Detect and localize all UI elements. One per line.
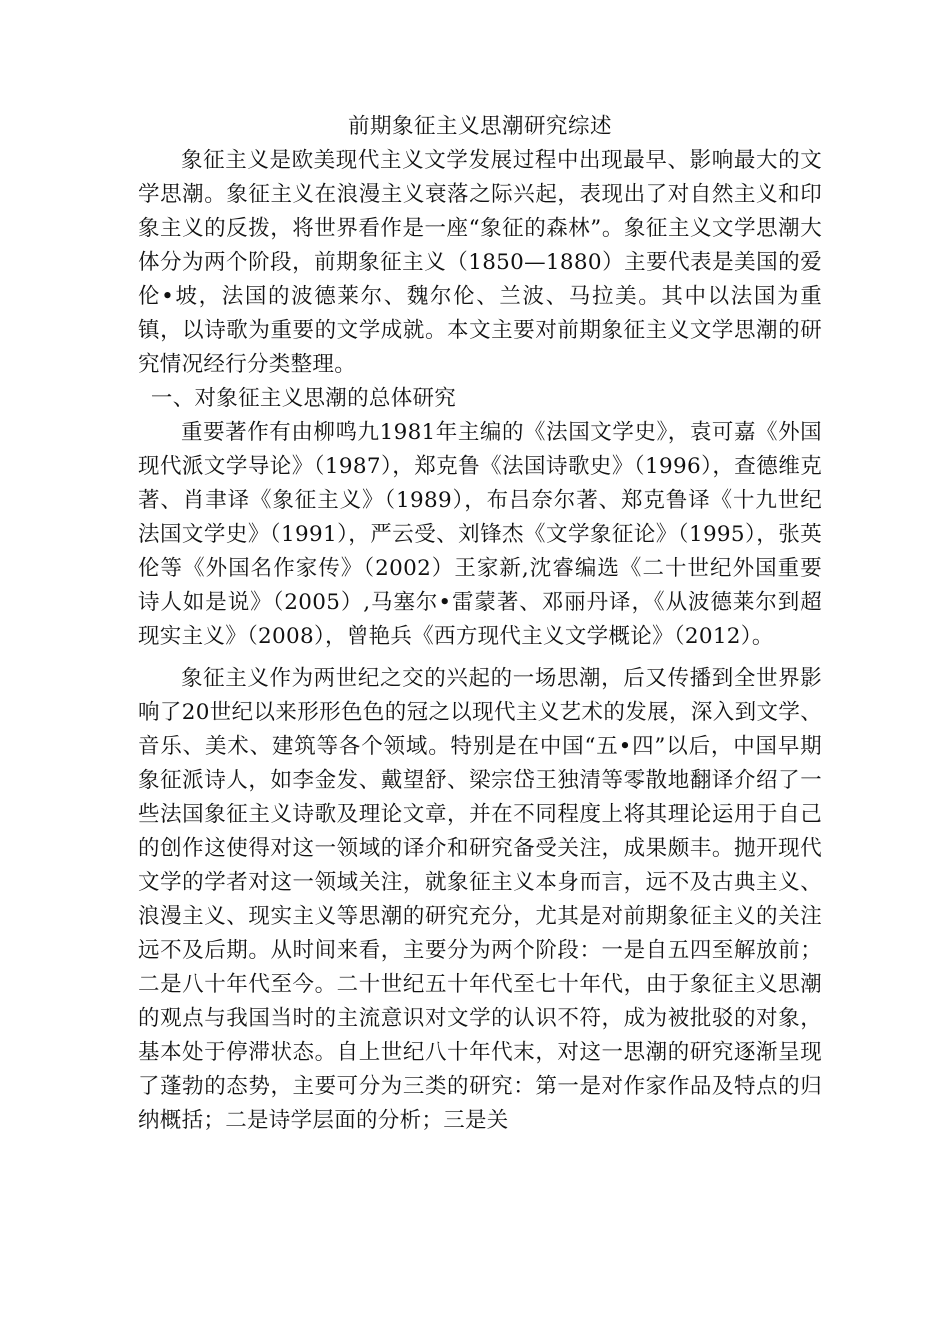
document-body xyxy=(138,110,822,1138)
intro-paragraph: 象征主义是欧美现代主义文学发展过程中出现最早、影响最大的文学思潮。象征主义在浪漫主义衰落之际兴起，表现出了对自然主义和印象主义的反拨，将世界看作是一座“象征的森林”。象征主义文学思潮大体分为两个阶段，前期象征主义（1850—1880）主要代表是美国的爱伦•坡，法国的波德莱尔、魏尔伦、兰波、马拉美。其中以法国为重镇，以诗歌为重要的文学成就。本文主要对前期象征主义文学思潮的研究情况经行分类整理。 xyxy=(138,148,822,377)
overview-paragraph: 象征主义作为两世纪之交的兴起的一场思潮，后又传播到全世界影响了20世纪以来形形色色的冠之以现代主义艺术的发展，深入到文学、音乐、美术、建筑等各个领域。特别是在中国“五•四”以后，中国早期象征派诗人，如李金发、戴望舒、梁宗岱王独清等零散地翻译介绍了一些法国象征主义诗歌及理论文章，并在不同程度上将其理论运用于自己的创作这使得对这一领域的译介和研究备受关注，成果颇丰。抛开现代文学的学者对这一领域关注，就象征主义本身而言，远不及古典主义、浪漫主义、现实主义等思潮的研究充分，尤其是对前期象征主义的关注远不及后期。从时间来看，主要分为两个阶段：一是自五四至解放前；二是八十年代至今。二十世纪五十年代至七十年代，由于象征主义思潮的观点与我国当时的主流意识对文学的认识不符，成为被批驳的对象，基本处于停滞状态。自上世纪八十年代末，对这一思潮的研究逐渐呈现了蓬勃的态势，主要可分为三类的研究：第一是对作家作品及特点的归纳概括；二是诗学层面的分析；三是关 xyxy=(138,666,822,1133)
section-heading: 一、对象征主义思潮的总体研究 xyxy=(150,386,457,411)
document-title: 前期象征主义思潮研究综述 xyxy=(347,114,612,139)
works-paragraph: 重要著作有由柳鸣九1981年主编的《法国文学史》，袁可嘉《外国现代派文学导论》（1987），郑克鲁《法国诗歌史》（1996），查德维克著、肖聿译《象征主义》（1989），布吕奈尔著、郑克鲁译《十九世纪法国文学史》（1991），严云受、刘锋杰《文学象征论》（1995），张英伦等《外国名作家传》（2002）王家新,沈睿编选《二十世纪外国重要诗人如是说》（2005）,马塞尔•雷蒙著、邓丽丹译，《从波德莱尔到超现实主义》（2008），曾艳兵《西方现代主义文学概论》（2012）。 xyxy=(138,420,822,649)
